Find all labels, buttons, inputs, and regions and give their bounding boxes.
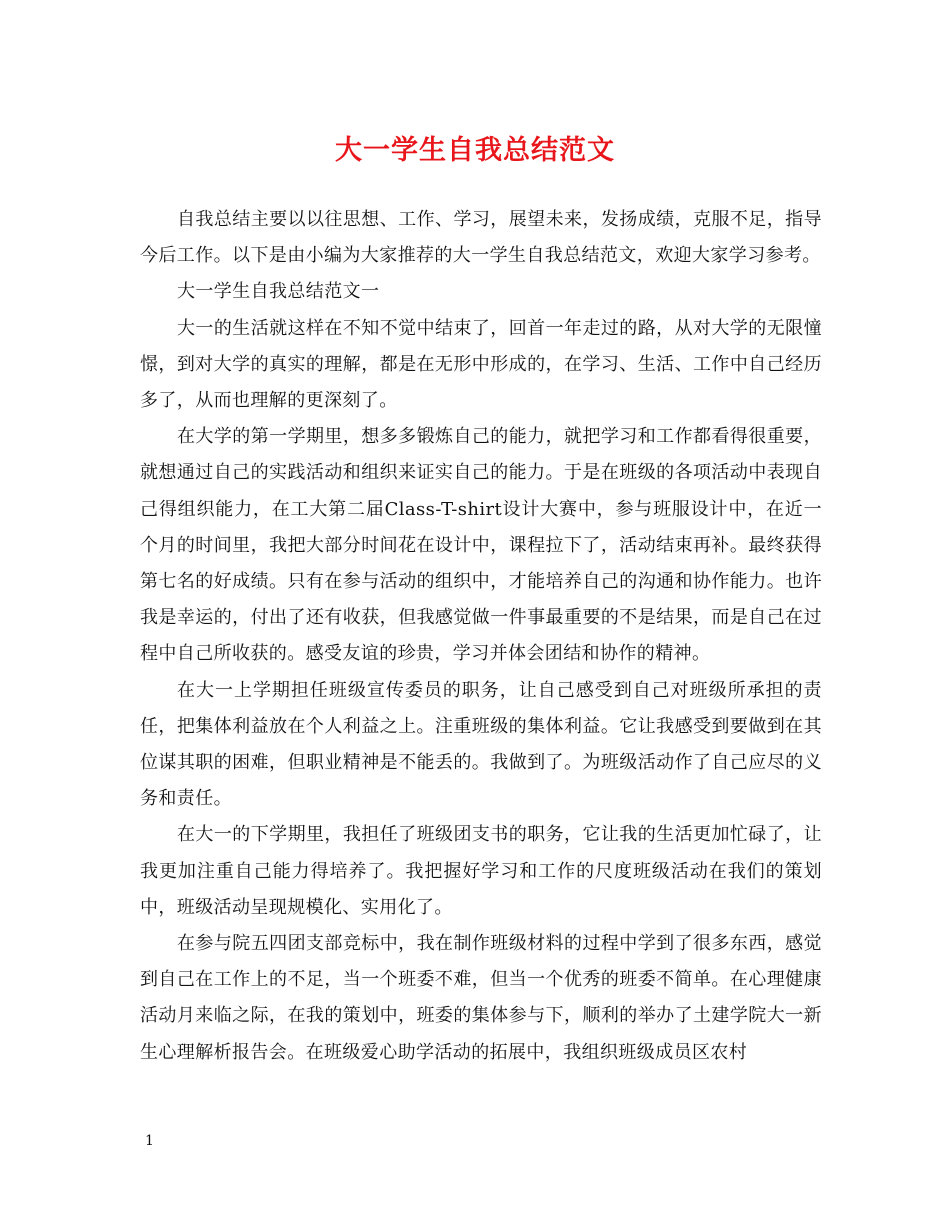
paragraph: 在大学的第一学期里，想多多锻炼自己的能力，就把学习和工作都看得很重要，就想通过自己的实践活动和组织来证实自己的能力。于是在班级的各项活动中表现自己得组织能力，在工大第二届Class-T-shirt设计大赛中，参与班服设计中，在近一个月的时间里，我把大部分时间花在设计中，课程拉下了，活动结束再补。最终获得第七名的好成绩。只有在参与活动的组织中，才能培养自己的沟通和协作能力。也许我是幸运的，付出了还有收获，但我感觉做一件事最重要的不是结果，而是自己在过程中自己所收获的。感受友谊的珍贵，学习并体会团结和协作的精神。 bbox=[140, 426, 822, 665]
paragraph: 在大一的下学期里，我担任了班级团支书的职务，它让我的生活更加忙碌了，让我更加注重自己能力得培养了。我把握好学习和工作的尺度班级活动在我们的策划中，班级活动呈现规模化、实用化了。 bbox=[140, 824, 822, 918]
document-title: 大一学生自我总结范文 bbox=[335, 135, 615, 166]
paragraph: 在大一上学期担任班级宣传委员的职务，让自己感受到自己对班级所承担的责任，把集体利益放在个人利益之上。注重班级的集体利益。它让我感受到要做到在其位谋其职的困难，但职业精神是不能丢的。我做到了。为班级活动作了自己应尽的义务和责任。 bbox=[140, 679, 822, 810]
page-number: 1 bbox=[145, 1133, 154, 1149]
paragraph: 大一的生活就这样在不知不觉中结束了，回首一年走过的路，从对大学的无限憧憬，到对大学的真实的理解，都是在无形中形成的，在学习、生活、工作中自己经历多了，从而也理解的更深刻了。 bbox=[140, 317, 822, 412]
section-heading: 大一学生自我总结范文一 bbox=[177, 281, 380, 303]
document-body bbox=[140, 202, 822, 1071]
paragraph-intro: 自我总结主要以以往思想、工作、学习，展望未来，发扬成绩，克服不足，指导今后工作。以下是由小编为大家推荐的大一学生自我总结范文，欢迎大家学习参考。 bbox=[140, 209, 822, 267]
paragraph: 在参与院五四团支部竞标中，我在制作班级材料的过程中学到了很多东西，感觉到自己在工作上的不足，当一个班委不难，但当一个优秀的班委不简单。在心理健康活动月来临之际，在我的策划中，班委的集体参与下，顺利的举办了土建学院大一新生心理解析报告会。在班级爱心助学活动的拓展中，我组织班级成员区农村 bbox=[140, 933, 822, 1063]
